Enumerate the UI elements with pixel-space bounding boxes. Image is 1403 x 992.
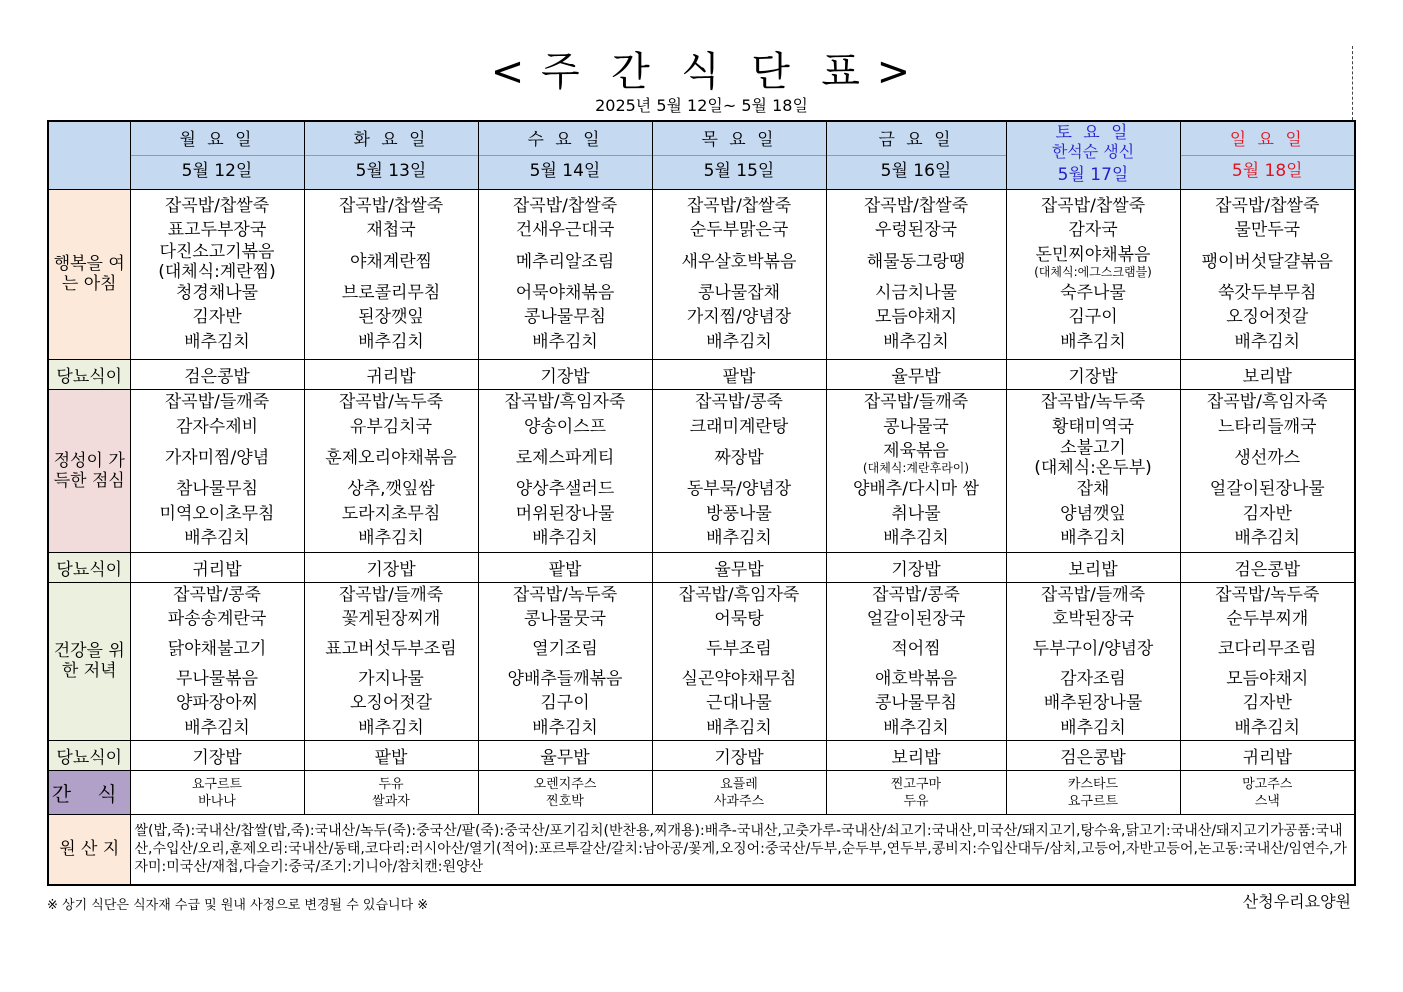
menu-item: 양념깻잎 xyxy=(1060,503,1126,524)
category-diabetic: 당뇨식이 xyxy=(48,552,130,582)
menu-item: 잡곡밥/찹쌀죽 xyxy=(338,195,444,216)
menu-item: 배추김치 xyxy=(184,528,250,549)
menu-period: 2025년 5월 12일~ 5월 18일 xyxy=(595,96,808,115)
dinner-menu-mon xyxy=(130,582,304,741)
menu-item: 표고버섯두부조림 xyxy=(325,638,457,659)
menu-item: 생선까스 xyxy=(1234,448,1301,469)
menu-item: 두부구이/양념장 xyxy=(1032,638,1154,659)
dinner-menu-sat xyxy=(1006,582,1180,741)
menu-item: 잡곡밥/찹쌀죽 xyxy=(686,195,792,216)
menu-item: 배추김치 xyxy=(883,331,949,352)
menu-item: 잡곡밥/찹쌀죽 xyxy=(1040,195,1146,216)
menu-item: 배추김치 xyxy=(706,331,772,352)
menu-item: 잡곡밥/흑임자죽 xyxy=(1206,392,1328,413)
menu-item: 열기조림 xyxy=(532,638,598,659)
category-lunch: 정성이 가득한 점심 xyxy=(48,389,130,552)
menu-item: 메추리알조림 xyxy=(515,251,615,272)
menu-item: 도라지초무침 xyxy=(341,503,441,524)
lunch-diabetic-row xyxy=(48,552,1355,582)
menu-item: 잡곡밥/들깨죽 xyxy=(338,584,444,605)
snack-item: 두유 xyxy=(903,793,929,809)
lunch-menu-thu xyxy=(652,389,826,552)
birthday-note: 한석순 생신 xyxy=(1051,142,1135,162)
breakfast-diabetic-row xyxy=(48,359,1355,389)
menu-item: 다진소고기볶음 (대체식:계란찜) xyxy=(131,243,304,281)
alternative-menu: (대체식:계란후라이) xyxy=(862,461,970,476)
menu-item: 두부조림 xyxy=(706,638,772,659)
menu-item: 파송송계란국 xyxy=(167,609,267,629)
menu-item: 물만두국 xyxy=(1234,220,1301,241)
menu-item: 배추김치 xyxy=(184,717,250,738)
menu-item: 된장깻잎 xyxy=(358,307,424,328)
dinner-diabetic-wed: 율무밥 xyxy=(478,741,652,771)
dinner-menu-wed xyxy=(478,582,652,741)
menu-item: 브로콜리무침 xyxy=(341,282,441,303)
menu-item: 잡곡밥/찹쌀죽 xyxy=(512,195,618,216)
menu-item: 모듬야채지 xyxy=(1226,668,1309,689)
snack-item: 찐고구마 xyxy=(890,776,942,792)
alternative-menu: (대체식:온두부) xyxy=(1034,458,1152,479)
menu-item: 콩나물국 xyxy=(883,416,949,437)
snack-sat xyxy=(1006,771,1180,815)
snack-item: 스낵 xyxy=(1254,793,1280,809)
breakfast-diabetic-thu: 팥밥 xyxy=(652,359,826,389)
menu-item: 감자조림 xyxy=(1060,668,1126,689)
breakfast-diabetic-sat: 기장밥 xyxy=(1006,359,1180,389)
menu-item: 훈제오리야채볶음 xyxy=(325,448,457,469)
menu-item: 배추김치 xyxy=(532,528,598,549)
menu-item: 얼갈이된장국 xyxy=(866,609,966,629)
menu-item: 잡곡밥/콩죽 xyxy=(695,392,783,413)
menu-item: 잡채 xyxy=(1076,479,1110,500)
menu-item: 콩나물뭇국 xyxy=(523,609,607,629)
menu-item: 배추김치 xyxy=(1060,331,1126,352)
menu-item: 잡곡밥/찹쌀죽 xyxy=(863,195,969,216)
lunch-diabetic-fri: 기장밥 xyxy=(826,552,1006,582)
menu-item: 가자미찜/양념 xyxy=(164,448,270,469)
snack-item: 바나나 xyxy=(198,793,236,809)
dashed-guide-line xyxy=(1352,46,1353,120)
menu-item: 콩나물무침 xyxy=(523,307,607,328)
menu-item: 배추김치 xyxy=(532,331,598,352)
menu-item: 재첩국 xyxy=(366,220,416,241)
menu-item: 순두부찌개 xyxy=(1226,609,1309,629)
menu-item: 배추된장나물 xyxy=(1043,693,1143,713)
menu-item: 배추김치 xyxy=(883,717,949,738)
menu-item: 잡곡밥/들깨죽 xyxy=(863,392,969,413)
menu-item: 상추,깻잎쌈 xyxy=(347,479,435,500)
menu-item: 얼갈이된장나물 xyxy=(1209,479,1325,500)
menu-item: 취나물 xyxy=(891,503,941,524)
menu-item: 표고두부장국 xyxy=(167,220,267,241)
menu-item: 잡곡밥/찹쌀죽 xyxy=(1215,195,1320,216)
menu-item: 오징어젓갈 xyxy=(349,693,433,713)
menu-item: 양배추/다시마 쌈 xyxy=(852,479,980,500)
alternative-menu: (대체식:계란찜) xyxy=(158,261,276,282)
breakfast-menu-tue xyxy=(304,189,478,359)
menu-item: 잡곡밥/들깨죽 xyxy=(164,392,270,413)
menu-item: 호박된장국 xyxy=(1051,609,1135,629)
breakfast-menu-thu xyxy=(652,189,826,359)
lunch-menu-wed xyxy=(478,389,652,552)
menu-item: 배추김치 xyxy=(1234,528,1301,549)
snack-item: 찐호박 xyxy=(546,793,584,809)
menu-item: 팽이버섯달걀볶음 xyxy=(1201,251,1333,272)
day-header-fri: 금 요 일 5월 16일 xyxy=(826,121,1006,189)
category-diabetic: 당뇨식이 xyxy=(48,359,130,389)
category-dinner: 건강을 위한 저녁 xyxy=(48,582,130,741)
menu-item: 미역오이초무침 xyxy=(159,503,275,524)
day-header-wed: 수 요 일 5월 14일 xyxy=(478,121,652,189)
menu-item: 무나물볶음 xyxy=(175,668,259,689)
dinner-menu-fri xyxy=(826,582,1006,741)
menu-item: 배추김치 xyxy=(706,717,772,738)
day-header-thu: 목 요 일 5월 15일 xyxy=(652,121,826,189)
menu-item: 숙주나물 xyxy=(1060,282,1126,303)
menu-item: 양파장아찌 xyxy=(175,693,259,713)
breakfast-diabetic-tue: 귀리밥 xyxy=(304,359,478,389)
menu-item: 건새우근대국 xyxy=(515,220,615,241)
snack-tue xyxy=(304,771,478,815)
category-breakfast: 행복을 여는 아침 xyxy=(48,189,130,359)
lunch-menu-tue xyxy=(304,389,478,552)
menu-item: 머위된장나물 xyxy=(515,503,615,524)
menu-item: 잡곡밥/흑임자죽 xyxy=(504,392,626,413)
day-header-mon: 월 요 일 5월 12일 xyxy=(130,121,304,189)
breakfast-menu-wed xyxy=(478,189,652,359)
menu-item: 돈민찌야채볶음 (대체식:에그스크램블) xyxy=(1007,243,1180,281)
category-diabetic: 당뇨식이 xyxy=(48,741,130,771)
menu-item: 제육볶음 (대체식:계란후라이) xyxy=(827,439,1006,477)
menu-item: 잡곡밥/녹두죽 xyxy=(512,584,618,605)
menu-item: 황태미역국 xyxy=(1051,416,1135,437)
breakfast-menu-mon xyxy=(130,189,304,359)
menu-item: 김자반 xyxy=(1242,503,1292,524)
menu-item: 코다리무조림 xyxy=(1217,638,1317,659)
snack-item: 요구르트 xyxy=(191,776,243,792)
menu-item: 배추김치 xyxy=(1234,331,1301,352)
menu-item: 잡곡밥/콩죽 xyxy=(173,584,261,605)
menu-item: 해물동그랑땡 xyxy=(866,251,966,272)
menu-item: 근대나물 xyxy=(706,693,772,713)
dinner-diabetic-fri: 보리밥 xyxy=(826,741,1006,771)
menu-item: 쑥갓두부무침 xyxy=(1217,282,1317,303)
menu-item: 실곤약야채무침 xyxy=(681,668,797,689)
menu-item: 양송이스프 xyxy=(523,416,607,437)
dinner-diabetic-sun: 귀리밥 xyxy=(1180,741,1355,771)
header-corner xyxy=(48,121,130,189)
category-snack: 간 식 xyxy=(48,771,130,815)
menu-item: 배추김치 xyxy=(706,528,772,549)
lunch-menu-fri xyxy=(826,389,1006,552)
breakfast-diabetic-wed: 기장밥 xyxy=(478,359,652,389)
menu-item: 김구이 xyxy=(1068,307,1118,328)
menu-item: 어묵야채볶음 xyxy=(515,282,615,303)
snack-item: 요구르트 xyxy=(1067,793,1119,809)
menu-item: 배추김치 xyxy=(1060,528,1126,549)
menu-item: 배추김치 xyxy=(358,331,424,352)
snack-item: 카스타드 xyxy=(1067,776,1119,792)
dinner-menu-thu xyxy=(652,582,826,741)
footnote: ※ 상기 식단은 식자재 수급 및 원내 사정으로 변경될 수 있습니다 ※ xyxy=(47,898,429,913)
lunch-diabetic-thu: 율무밥 xyxy=(652,552,826,582)
dinner-row xyxy=(48,582,1355,741)
menu-item: 청경채나물 xyxy=(175,282,259,303)
facility-name: 산청우리요양원 xyxy=(1242,892,1351,911)
snack-fri xyxy=(826,771,1006,815)
menu-item: 배추김치 xyxy=(1060,717,1126,738)
snack-mon xyxy=(130,771,304,815)
header-row xyxy=(48,121,1355,189)
menu-item: 김자반 xyxy=(1242,693,1292,713)
menu-item: 잡곡밥/녹두죽 xyxy=(1215,584,1320,605)
menu-item: 양배추들깨볶음 xyxy=(507,668,623,689)
lunch-row xyxy=(48,389,1355,552)
lunch-menu-mon xyxy=(130,389,304,552)
menu-item: 배추김치 xyxy=(532,717,598,738)
breakfast-diabetic-fri: 율무밥 xyxy=(826,359,1006,389)
menu-item: 애호박볶음 xyxy=(874,668,958,689)
dinner-diabetic-thu: 기장밥 xyxy=(652,741,826,771)
snack-item: 요플레 xyxy=(720,776,758,792)
lunch-menu-sun xyxy=(1180,389,1355,552)
snack-thu xyxy=(652,771,826,815)
snack-row xyxy=(48,771,1355,815)
origin-row xyxy=(48,815,1355,885)
menu-item: 가지찜/양념장 xyxy=(686,307,792,328)
alternative-menu: (대체식:에그스크램블) xyxy=(1034,264,1152,279)
breakfast-menu-fri xyxy=(826,189,1006,359)
lunch-diabetic-sat: 보리밥 xyxy=(1006,552,1180,582)
menu-item: 야채계란찜 xyxy=(349,251,433,272)
menu-item: 배추김치 xyxy=(358,717,424,738)
snack-sun xyxy=(1180,771,1355,815)
menu-item: 감자수제비 xyxy=(175,416,259,437)
menu-item: 닭야채불고기 xyxy=(167,638,267,659)
menu-item: 유부김치국 xyxy=(349,416,433,437)
lunch-diabetic-tue: 기장밥 xyxy=(304,552,478,582)
menu-item: 방풍나물 xyxy=(706,503,772,524)
menu-item: 적어찜 xyxy=(891,638,941,659)
menu-item: 꽃게된장찌개 xyxy=(341,609,441,629)
menu-item: 김구이 xyxy=(540,693,590,713)
menu-item: 소불고기 (대체식:온두부) xyxy=(1007,439,1180,477)
lunch-menu-sat xyxy=(1006,389,1180,552)
snack-item: 사과주스 xyxy=(713,793,765,809)
menu-item: 동부묵/양념장 xyxy=(686,479,792,500)
menu-item: 잡곡밥/콩죽 xyxy=(872,584,960,605)
page-title: < 주 간 식 단 표 > xyxy=(490,49,913,95)
breakfast-row xyxy=(48,189,1355,359)
menu-item: 잡곡밥/들깨죽 xyxy=(1040,584,1146,605)
category-origin: 원 산 지 xyxy=(48,815,130,885)
day-header-sat: 토 요 일 한석순 생신 5월 17일 xyxy=(1006,121,1180,189)
breakfast-diabetic-mon: 검은콩밥 xyxy=(130,359,304,389)
snack-item: 오렌지주스 xyxy=(533,776,597,792)
dinner-menu-sun xyxy=(1180,582,1355,741)
dinner-diabetic-tue: 팥밥 xyxy=(304,741,478,771)
menu-item: 오징어젓갈 xyxy=(1226,307,1309,328)
day-header-tue: 화 요 일 5월 13일 xyxy=(304,121,478,189)
menu-item: 양상추샐러드 xyxy=(515,479,615,500)
weekly-menu-table xyxy=(47,120,1356,886)
dinner-diabetic-mon: 기장밥 xyxy=(130,741,304,771)
dinner-menu-tue xyxy=(304,582,478,741)
menu-item: 참나물무침 xyxy=(175,479,259,500)
menu-item: 로제스파게티 xyxy=(515,448,615,469)
snack-wed xyxy=(478,771,652,815)
menu-item: 순두부맑은국 xyxy=(689,220,789,241)
dinner-diabetic-sat: 검은콩밥 xyxy=(1006,741,1180,771)
day-header-sun: 일 요 일 5월 18일 xyxy=(1180,121,1355,189)
menu-item: 느타리들깨국 xyxy=(1217,416,1317,437)
menu-item: 배추김치 xyxy=(1234,717,1301,738)
menu-item: 배추김치 xyxy=(184,331,250,352)
menu-item: 김자반 xyxy=(192,307,242,328)
menu-item: 잡곡밥/녹두죽 xyxy=(338,392,444,413)
origin-text: 쌀(밥,죽):국내산/찹쌀(밥,죽):국내산/녹두(죽):중국산/팥(죽):중국산/포기김치(반찬용,찌개용):배추-국내산,고춧가루-국내산/쇠고기:국내산,미국산/돼지고기,탕수육,닭고기:국내산/돼지고기가공품:국내산,수입산/오리,훈제오리:국내산/동태,코다리:러시아산/열기(적어):포르투갈산/갈치:남아공/꽃게,오징어:중국산/두부,순두부,연두부,콩비지:수입산대두/삼치,고등어,자반고등어,논고동:국내산/임연수,가자미:미국산/재첩,다슬기:중국/조기:기니아/참치캔:원양산 xyxy=(130,815,1355,885)
menu-item: 짜장밥 xyxy=(714,448,764,469)
menu-item: 콩나물무침 xyxy=(874,693,958,713)
snack-item: 망고주스 xyxy=(1242,776,1293,792)
lunch-diabetic-wed: 팥밥 xyxy=(478,552,652,582)
menu-item: 모듬야채지 xyxy=(874,307,958,328)
lunch-diabetic-sun: 검은콩밥 xyxy=(1180,552,1355,582)
menu-item: 콩나물잡채 xyxy=(697,282,781,303)
menu-item: 크래미계란탕 xyxy=(689,416,789,437)
menu-item: 어묵탕 xyxy=(714,609,764,629)
dinner-diabetic-row xyxy=(48,741,1355,771)
snack-item: 두유 xyxy=(378,776,404,792)
menu-item: 우렁된장국 xyxy=(874,220,958,241)
snack-item: 쌀과자 xyxy=(372,793,410,809)
menu-item: 배추김치 xyxy=(883,528,949,549)
menu-item: 배추김치 xyxy=(358,528,424,549)
menu-item: 잡곡밥/찹쌀죽 xyxy=(164,195,270,216)
lunch-diabetic-mon: 귀리밥 xyxy=(130,552,304,582)
menu-item: 시금치나물 xyxy=(874,282,958,303)
menu-item: 감자국 xyxy=(1068,220,1118,241)
menu-item: 잡곡밥/녹두죽 xyxy=(1040,392,1146,413)
breakfast-menu-sun xyxy=(1180,189,1355,359)
menu-item: 잡곡밥/흑임자죽 xyxy=(678,584,800,605)
menu-item: 새우살호박볶음 xyxy=(681,251,797,272)
menu-item: 가지나물 xyxy=(358,668,424,689)
breakfast-menu-sat xyxy=(1006,189,1180,359)
breakfast-diabetic-sun: 보리밥 xyxy=(1180,359,1355,389)
